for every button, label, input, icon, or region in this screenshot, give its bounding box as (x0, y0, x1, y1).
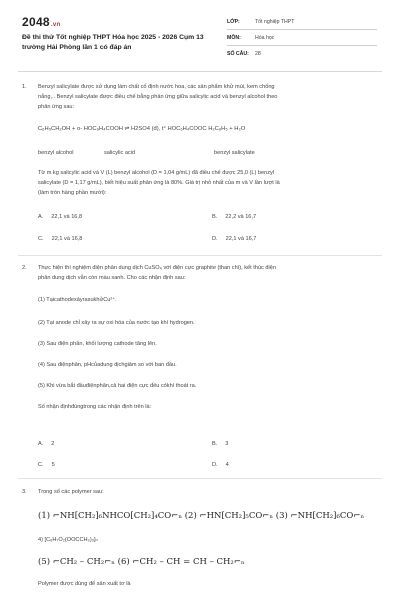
option-text: 22,1 và 16,8 (51, 236, 83, 242)
answer-option[interactable] (212, 213, 256, 222)
option-letter: D. (212, 462, 218, 468)
option-text: 22,1 và 16,8 (51, 214, 83, 220)
option-letter: B. (212, 214, 218, 220)
question-text: phân dung dịch vẫn còn màu xanh. Cho các nhận định sau: (38, 275, 186, 281)
question-text: Từ m kg salicylic acid và V (L) benzyl alcohol (D = 1,04 g/mL) đã điều chế được 25,0 (L) benzyl (38, 170, 275, 176)
question-number: 3. (22, 489, 27, 495)
equation-label: salicylic acid (104, 150, 136, 156)
meta-row-class (227, 14, 377, 30)
equation-label: benzyl salicylate (214, 150, 255, 156)
statement: (3) Sau điện phân, khối lượng cathode tăng lên. (38, 341, 157, 347)
option-text: 3 (225, 441, 229, 447)
question-text: Trong số các polymer sau: (38, 489, 104, 495)
meta-row-subject (227, 30, 377, 46)
answer-option[interactable] (212, 440, 228, 449)
statement: (1) TạicathodexảyrasukhửCu²⁺. (38, 297, 117, 303)
site-logo[interactable] (22, 15, 60, 29)
meta-key: MÔN: (227, 34, 241, 41)
question-1 (22, 83, 382, 253)
question-number: 2. (22, 265, 27, 271)
option-letter: C. (38, 462, 44, 468)
answer-option[interactable] (38, 440, 54, 449)
option-letter: C. (38, 236, 44, 242)
question-text: (làm tròn hàng phần mười): (38, 190, 107, 196)
header-divider (18, 71, 382, 72)
meta-value: Tốt nghiệp THPT (255, 18, 295, 25)
page-title (22, 33, 222, 53)
polymer-formula: 4) [C₆H₇O₂(OOCCH₃)₃]ₙ (38, 537, 98, 543)
logo-suffix: .vn (50, 22, 61, 28)
meta-key: LỚP: (227, 18, 240, 25)
statement: (4) Sau điệnphân, pHcủadung dịchgiảm so với ban đầu. (38, 362, 177, 368)
option-letter: A. (38, 441, 44, 447)
answer-option[interactable] (38, 461, 55, 470)
question-number: 1. (22, 84, 27, 90)
question-text: salicylate (D = 1,17 g/mL), biết hiệu suất phản ứng là 80%. Giá trị nhỏ nhất của m và V lần lượt là (38, 180, 280, 186)
meta-row-count (227, 46, 377, 61)
statement: (5) Khi vừa bắt đầuđiệnphân,cả hai điện cực đều cókhí thoát ra. (38, 383, 197, 389)
polymer-formula: (5) ⌐CH₂ – CH₂⌐ₙ (6) ⌐CH₂ – CH = CH – CH₂⌐ₙ (38, 557, 245, 567)
option-text: 2 (51, 441, 55, 447)
question-text: Benzyl salicylate được sử dụng làm chất cố định nước hoa, các sản phẩm khử mùi, kem chống (38, 84, 275, 90)
option-letter: D. (212, 236, 218, 242)
meta-key: SỐ CÂU: (227, 50, 249, 57)
exam-meta-table (227, 14, 377, 61)
option-text: 22,1 và 16,7 (225, 236, 257, 242)
title-line-2: trường Hải Phòng lần 1 có đáp án (22, 44, 132, 51)
question-text: phản ứng sau: (38, 104, 75, 110)
question-3 (22, 488, 382, 593)
logo-text: 2048 (22, 15, 50, 29)
option-letter: A. (38, 214, 44, 220)
reaction-equation: C₆H₅CH₂OH + o- HOC₆H₄COOH ⇌ H2SO4 (đ), t° HOC₆H₄COOC H₂C₆H₅ + H₂O (38, 126, 246, 132)
answer-option[interactable] (212, 235, 256, 244)
answer-option[interactable] (38, 235, 82, 244)
question-text: nắng,.. Benzyl salicylate được điều chế bằng phản ứng giữa salicylic acid và benzyl alcohol theo (38, 94, 278, 100)
answer-option[interactable] (212, 461, 229, 470)
option-text: 4 (225, 462, 229, 468)
question-separator (18, 255, 382, 256)
statement: (2) Tại anode chỉ xảy ra sự oxi hóa của nước tạo khí hydrogen. (38, 320, 195, 326)
answer-option[interactable] (38, 213, 82, 222)
meta-value: 28 (255, 50, 261, 57)
page-header (0, 0, 400, 62)
question-separator (18, 478, 382, 479)
question-text: Thực hiện thí nghiệm điện phân dung dịch CuSO₄ với điện cực graphite (than chì), kết thúc điện (38, 265, 276, 271)
option-letter: B. (212, 441, 218, 447)
option-text: 22,2 và 16,7 (225, 214, 257, 220)
meta-value: Hóa học (255, 34, 275, 41)
option-text: 5 (51, 462, 55, 468)
question-prompt: Số nhận địnhđúngtrong các nhận định trên là: (38, 404, 152, 410)
question-prompt: Polymer được dùng để sản xuất tơ là (38, 581, 131, 587)
polymer-formula: (1) ⌐NH[CH₂]₆NHCO[CH₂]₄CO⌐ₙ (2) ⌐HN[CH₂]₅CO⌐ₙ (3) ⌐NH[CH₂]₆CO⌐ₙ (38, 511, 365, 521)
question-2 (22, 264, 382, 474)
equation-label: benzyl alcohol (38, 150, 74, 156)
title-line-1: Đề thi thử Tốt nghiệp THPT Hóa học 2025 - 2026 Cụm 13 (22, 34, 204, 41)
